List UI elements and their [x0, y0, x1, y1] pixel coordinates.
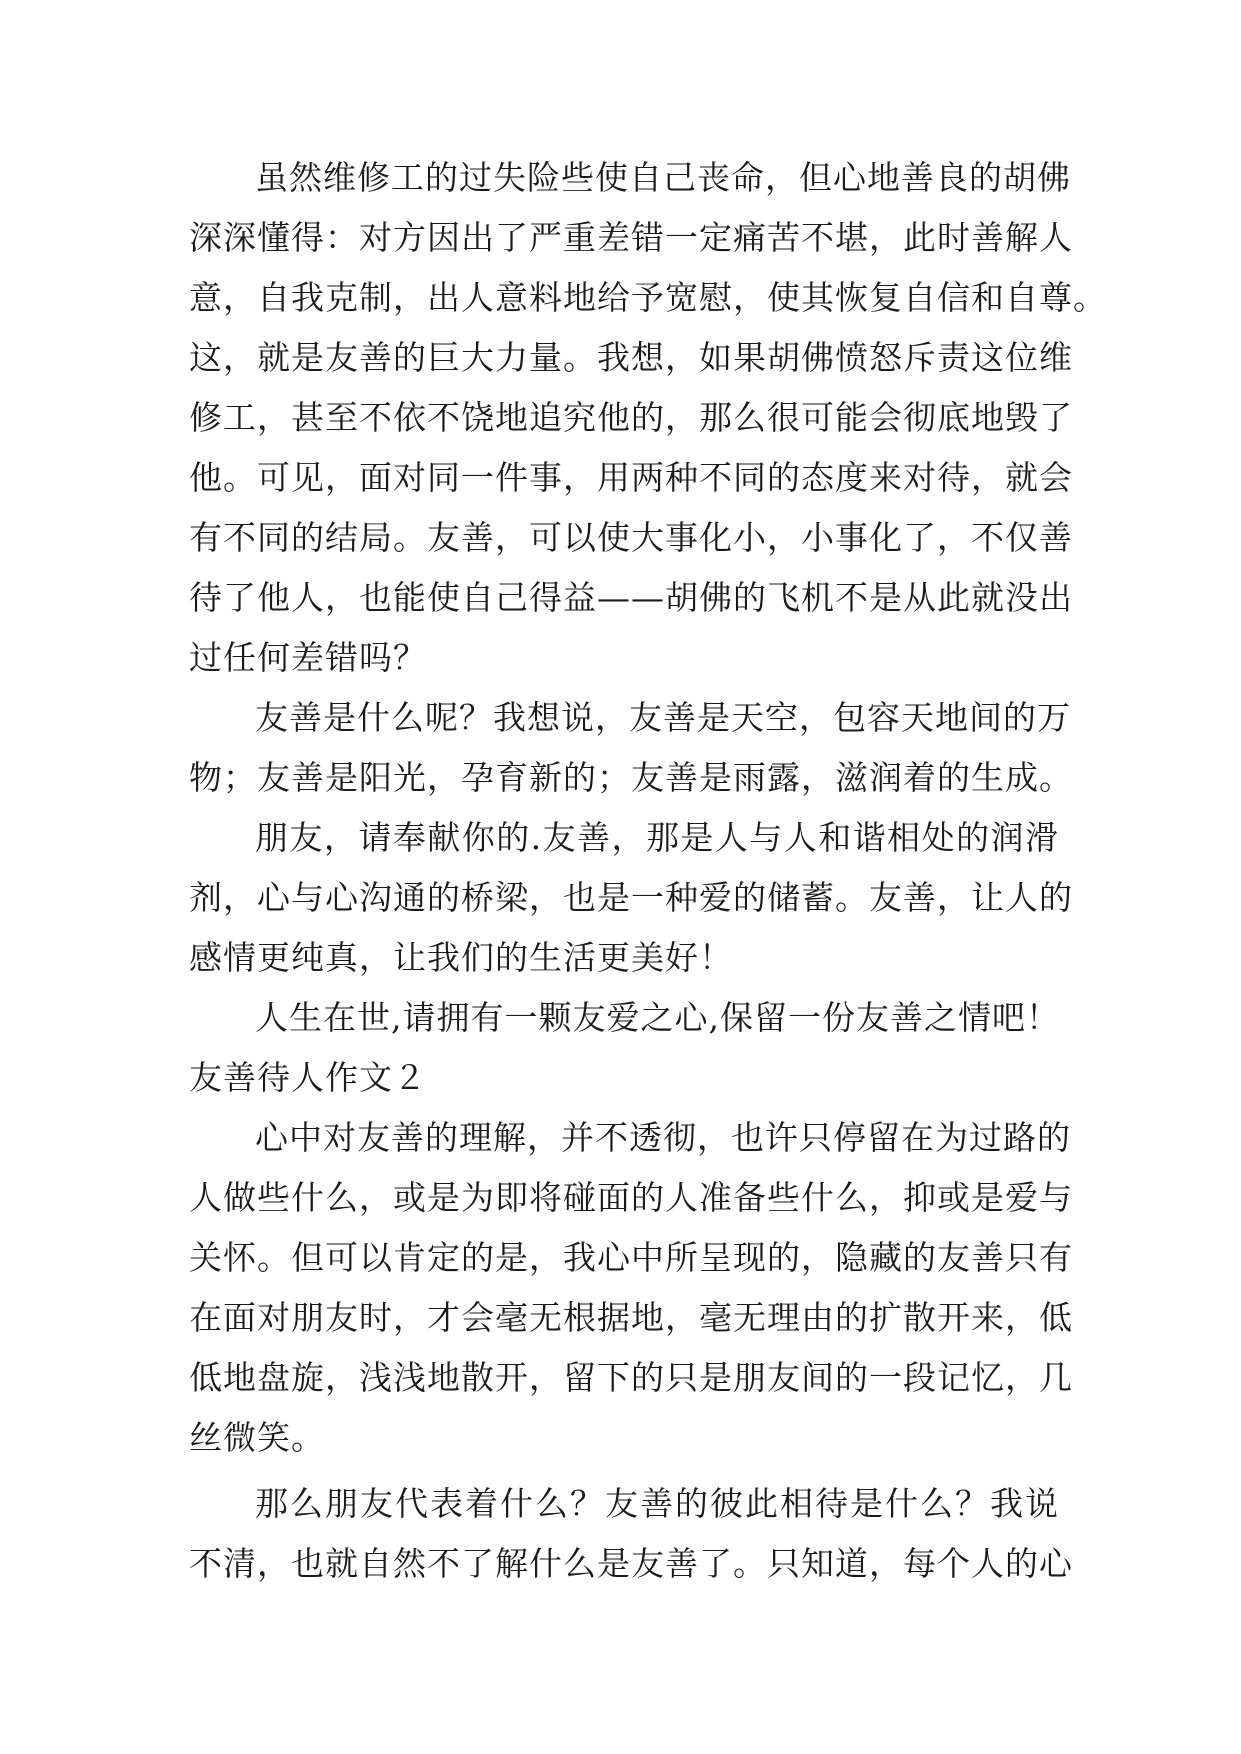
- text-line: 有不同的结局。友善，可以使大事化小，小事化了，不仅善: [189, 518, 1073, 557]
- text-line: 朋友，请奉献你的.友善，那是人与人和谐相处的润滑: [255, 818, 1059, 857]
- text-line: 待了他人，也能使自己得益——胡佛的飞机不是从此就没出: [189, 578, 1073, 617]
- text-line: 意，自我克制，出人意料地给予宽慰，使其恢复自信和自尊。: [189, 278, 1107, 317]
- text-line: 人做些什么，或是为即将碰面的人准备些什么，抑或是爱与: [189, 1178, 1073, 1217]
- text-line: 在面对朋友时，才会毫无根据地，毫无理由的扩散开来，低: [189, 1298, 1073, 1337]
- text-line: 关怀。但可以肯定的是，我心中所呈现的，隐藏的友善只有: [189, 1238, 1073, 1277]
- text-line: 虽然维修工的过失险些使自己丧命，但心地善良的胡佛: [255, 158, 1071, 197]
- text-line: 低地盘旋，浅浅地散开，留下的只是朋友间的一段记忆，几: [189, 1358, 1073, 1397]
- text-line: 友善是什么呢？我想说，友善是天空，包容天地间的万: [255, 698, 1071, 737]
- text-line: 过任何差错吗？: [189, 638, 427, 677]
- text-line: 不清，也就自然不了解什么是友善了。只知道，每个人的心: [189, 1544, 1073, 1583]
- text-line: 剂，心与心沟通的桥梁，也是一种爱的储蓄。友善，让人的: [189, 878, 1073, 917]
- text-line: 深深懂得：对方因出了严重差错一定痛苦不堪，此时善解人: [189, 218, 1073, 257]
- text-line: 心中对友善的理解，并不透彻，也许只停留在为过路的: [255, 1118, 1071, 1157]
- text-line: 丝微笑。: [189, 1418, 325, 1457]
- text-line: 这，就是友善的巨大力量。我想，如果胡佛愤怒斥责这位维: [189, 338, 1073, 377]
- text-line: 人生在世,请拥有一颗友爱之心,保留一份友善之情吧！: [255, 998, 1060, 1037]
- text-line: 物；友善是阳光，孕育新的；友善是雨露，滋润着的生成。: [189, 758, 1073, 797]
- text-line: 感情更纯真，让我们的生活更美好！: [189, 938, 733, 977]
- text-line: 修工，甚至不依不饶地追究他的，那么很可能会彻底地毁了: [189, 398, 1073, 437]
- document-body: [189, 148, 1107, 1594]
- text-line: 他。可见，面对同一件事，用两种不同的态度来对待，就会: [189, 458, 1073, 497]
- text-line: 那么朋友代表着什么？友善的彼此相待是什么？我说: [255, 1484, 1059, 1523]
- section-heading: 友善待人作文２: [189, 1058, 427, 1097]
